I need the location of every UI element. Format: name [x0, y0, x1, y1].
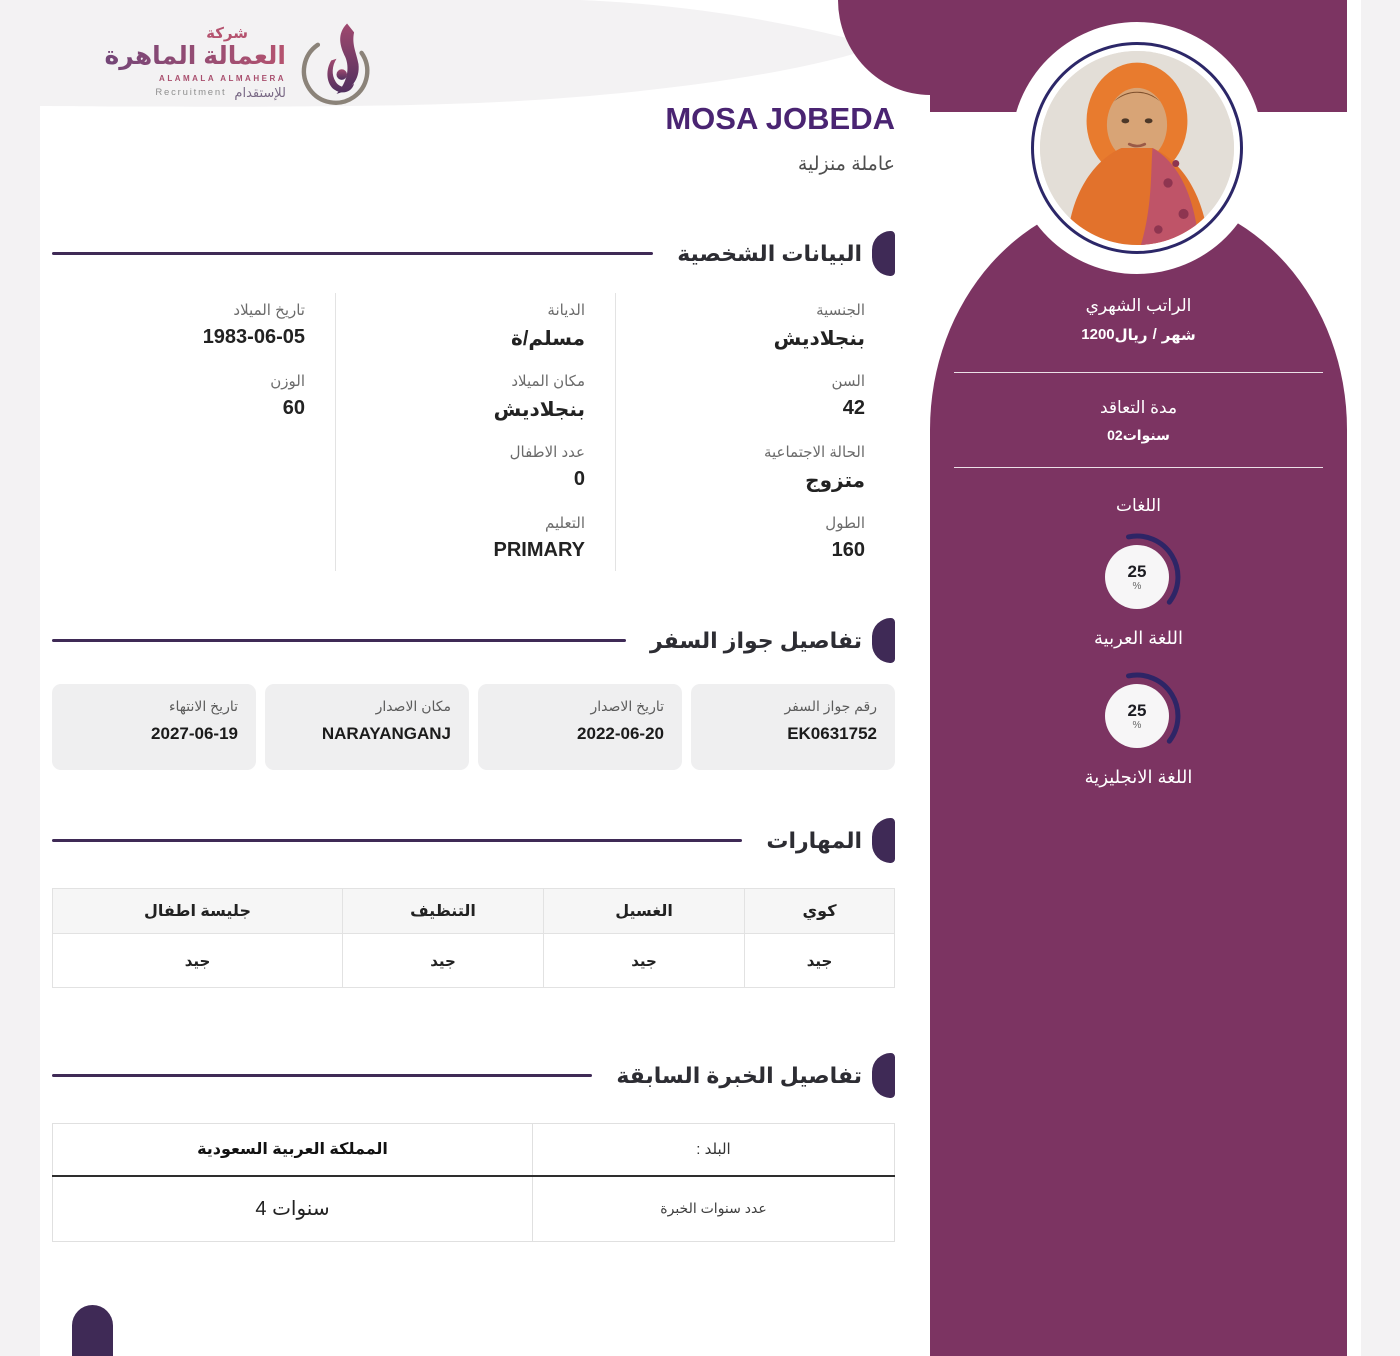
section-title-personal: البيانات الشخصية	[677, 240, 862, 266]
skill-val-cleaning: جيد	[343, 934, 544, 988]
percent-sign: %	[1132, 580, 1142, 592]
field-height: الطول 160	[825, 515, 865, 561]
field-birth-place: مكان الميلاد بنجلاديش	[493, 373, 585, 421]
half-circle-icon	[872, 1053, 895, 1098]
country-label: البلد :	[533, 1124, 895, 1176]
field-children-count: عدد الاطفال 0	[509, 444, 585, 490]
section-header-passport	[52, 618, 895, 663]
company-name-arabic: العمالة الماهرة	[88, 42, 286, 71]
gauge-circle	[1105, 545, 1169, 609]
skill-col-washing: الغسيل	[544, 889, 745, 934]
skill-val-ironing: جيد	[745, 934, 895, 988]
half-circle-icon	[872, 818, 895, 863]
country-value: المملكة العربية السعودية	[53, 1124, 533, 1176]
section-title-skills: المهارات	[766, 827, 862, 853]
section-header-experience	[52, 1053, 895, 1098]
empty-cell	[52, 435, 335, 506]
right-margin	[1361, 0, 1400, 1356]
sidebar	[930, 0, 1347, 1356]
salary-label: الراتب الشهري	[1085, 296, 1192, 315]
applicant-name: MOSA JOBEDA	[665, 101, 895, 136]
contract-amount: 02	[1107, 427, 1123, 443]
section-title-passport: تفاصيل جواز السفر	[649, 627, 862, 653]
profile-photo	[1040, 51, 1234, 245]
english-percent-value: 25	[1127, 700, 1147, 720]
salary-period: شهر	[1161, 327, 1196, 344]
skills-table	[52, 888, 895, 988]
job-title: عاملة منزلية	[797, 154, 895, 175]
sidebar-divider	[954, 467, 1323, 468]
passport-issue-date-card: تاريخ الاصدار 2022-06-20	[478, 684, 682, 770]
bottom-pill-decoration	[72, 1305, 113, 1356]
main-content	[52, 0, 895, 1356]
field-religion: الديانة مسلم/ة	[511, 302, 585, 350]
passport-expiry-date-card: تاريخ الانتهاء 2027-06-19	[52, 684, 256, 770]
arabic-language-gauge	[1087, 527, 1187, 627]
english-language-gauge	[1087, 666, 1187, 766]
section-underline	[52, 1074, 592, 1077]
percent-sign: %	[1132, 719, 1142, 731]
skill-val-babysitting: جيد	[53, 934, 343, 988]
experience-years-label: عدد سنوات الخبرة	[533, 1176, 895, 1242]
passport-cards	[52, 684, 895, 770]
company-name-latin: ALAMALA ALMAHERA	[159, 73, 286, 83]
experience-years-value: 4 سنوات	[53, 1176, 533, 1242]
salary-separator: /	[1152, 326, 1157, 343]
applicant-portrait	[1040, 51, 1234, 245]
skill-val-washing: جيد	[544, 934, 745, 988]
skill-col-ironing: كوي	[745, 889, 895, 934]
grid-divider	[335, 293, 336, 571]
recruitment-label: Recruitment	[155, 87, 227, 99]
field-marital-status: الحالة الاجتماعية متزوج	[763, 444, 865, 492]
passport-number-card: رقم جواز السفر EK0631752	[691, 684, 895, 770]
salary-currency: ريال	[1114, 327, 1148, 344]
skills-header-row	[53, 889, 895, 934]
sidebar-divider	[954, 372, 1323, 373]
skill-col-babysitting: جليسة اطفال	[53, 889, 343, 934]
profile-photo-ring	[1031, 42, 1243, 254]
experience-years-row	[53, 1176, 895, 1242]
personal-data-grid	[52, 293, 895, 575]
field-education: التعليم PRIMARY	[493, 515, 585, 561]
contract-value	[930, 427, 1347, 444]
empty-cell	[52, 506, 335, 577]
experience-country-row	[53, 1124, 895, 1176]
half-circle-icon	[872, 231, 895, 276]
salary-amount: 1200	[1081, 326, 1115, 343]
experience-table	[52, 1123, 895, 1242]
english-language-label: اللغة الانجليزية	[1084, 767, 1193, 787]
arabic-percent-value: 25	[1127, 561, 1147, 581]
languages-title: اللغات	[1116, 496, 1161, 515]
section-header-skills	[52, 818, 895, 863]
passport-issue-place-card: مكان الاصدار NARAYANGANJ	[265, 684, 469, 770]
arabic-language-label: اللغة العربية	[1094, 628, 1183, 648]
contract-unit: سنوات	[1122, 427, 1170, 443]
field-birth-date: تاريخ الميلاد 1983-06-05	[202, 302, 305, 348]
gauge-circle	[1105, 684, 1169, 748]
left-margin	[0, 0, 40, 1356]
skills-value-row	[53, 934, 895, 988]
half-circle-icon	[872, 618, 895, 663]
field-nationality: الجنسية بنجلاديش	[773, 302, 865, 350]
contract-label: مدة التعاقد	[1099, 398, 1178, 417]
section-underline	[52, 252, 653, 255]
section-underline	[52, 639, 626, 642]
istiqdam-label: للإستقدام	[234, 84, 286, 100]
skill-col-cleaning: التنظيف	[343, 889, 544, 934]
salary-value	[930, 326, 1347, 344]
company-word-sharika: شركة	[206, 25, 248, 42]
section-title-experience: تفاصيل الخبرة السابقة	[616, 1062, 862, 1088]
section-underline	[52, 839, 742, 842]
field-age: السن 42	[831, 373, 865, 419]
grid-divider	[615, 293, 616, 571]
section-header-personal	[52, 231, 895, 276]
field-weight: الوزن 60	[270, 373, 305, 419]
